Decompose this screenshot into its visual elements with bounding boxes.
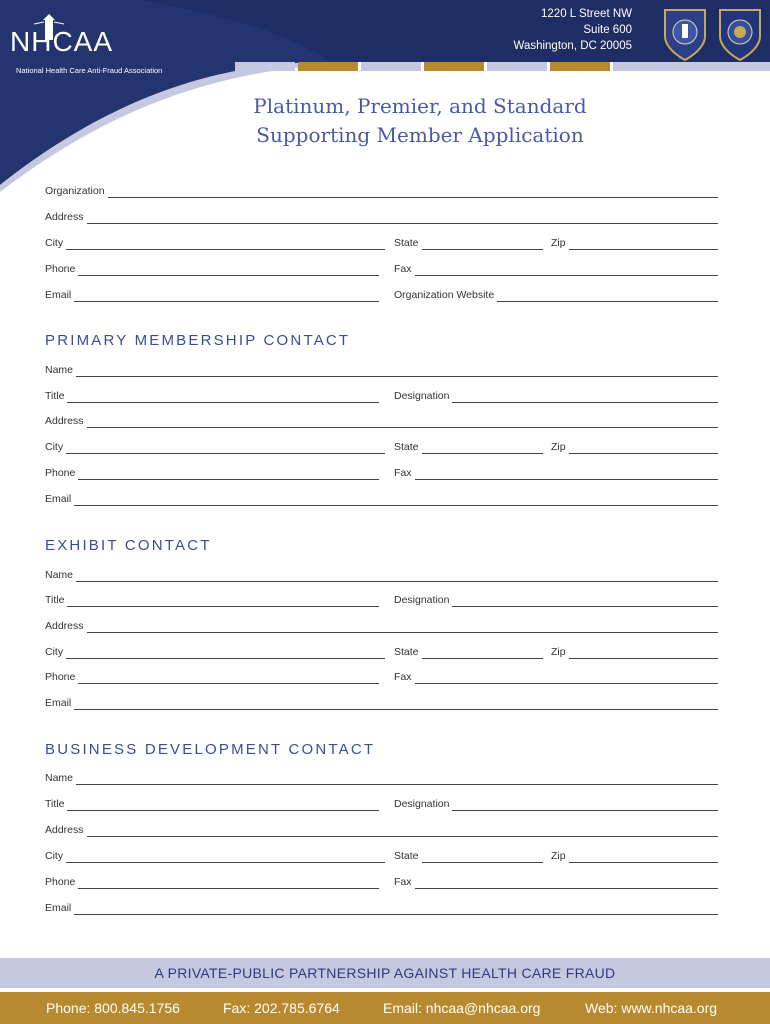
org-zip-label: Zip: [551, 237, 566, 249]
org-row-city: [45, 234, 718, 250]
exhibit-zip-label: Zip: [551, 646, 566, 658]
business-row-address: [45, 821, 718, 837]
primary-phone-label: Phone: [45, 467, 76, 479]
business-state-field[interactable]: [394, 847, 543, 863]
business-row-email: [45, 899, 718, 915]
primary-name-label: Name: [45, 364, 74, 376]
footer-email-value[interactable]: nhcaa@nhcaa.org: [425, 1000, 541, 1016]
primary-fax-label: Fax: [394, 467, 412, 479]
exhibit-row-address: [45, 617, 718, 633]
primary-title-field[interactable]: [45, 387, 379, 403]
primary-zip-label: Zip: [551, 441, 566, 453]
org-fax-label: Fax: [394, 263, 412, 275]
footer-phone-label: Phone:: [46, 1000, 91, 1016]
business-row-title: [45, 795, 718, 811]
org-city-field[interactable]: [45, 234, 385, 250]
org-state-label: State: [394, 237, 419, 249]
footer-web-label: Web:: [585, 1000, 618, 1016]
business-contact-heading: BUSINESS DEVELOPMENT CONTACT: [45, 741, 376, 758]
title-line-1: Platinum, Premier, and Standard: [253, 94, 587, 118]
exhibit-city-label: City: [45, 646, 64, 658]
org-phone-label: Phone: [45, 263, 76, 275]
primary-address-field[interactable]: [45, 412, 718, 428]
exhibit-row-title: [45, 591, 718, 607]
org-city-label: City: [45, 237, 64, 249]
primary-state-label: State: [394, 441, 419, 453]
exhibit-name-label: Name: [45, 569, 74, 581]
primary-email-field[interactable]: [45, 490, 718, 506]
business-row-city: [45, 847, 718, 863]
primary-row-title: [45, 387, 718, 403]
org-zip-field[interactable]: [551, 234, 718, 250]
title-line-2: Supporting Member Application: [256, 123, 584, 147]
primary-name-field[interactable]: [45, 361, 718, 377]
exhibit-designation-label: Designation: [394, 594, 450, 606]
business-row-name: [45, 769, 718, 785]
primary-title-label: Title: [45, 390, 65, 402]
header-address: [514, 6, 632, 54]
org-row-email: [45, 286, 718, 302]
form-title: [0, 92, 770, 150]
org-row-phone: [45, 260, 718, 276]
footer-email[interactable]: [383, 1000, 540, 1016]
exhibit-contact-heading: EXHIBIT CONTACT: [45, 537, 212, 554]
business-row-phone: [45, 873, 718, 889]
business-city-label: City: [45, 850, 64, 862]
tagline-bar: [0, 958, 770, 988]
business-name-field[interactable]: [45, 769, 718, 785]
address-line-3: Washington, DC 20005: [513, 40, 632, 52]
footer-fax-label: Fax:: [223, 1000, 251, 1016]
footer-fax-value: 202.785.6764: [254, 1000, 340, 1016]
footer-fax: [223, 1000, 340, 1016]
exhibit-title-label: Title: [45, 594, 65, 606]
exhibit-row-name: [45, 566, 718, 582]
primary-designation-label: Designation: [394, 390, 450, 402]
footer-email-label: Email:: [383, 1000, 422, 1016]
primary-email-label: Email: [45, 493, 72, 505]
header-stripes: [235, 62, 770, 71]
business-state-label: State: [394, 850, 419, 862]
business-phone-label: Phone: [45, 876, 76, 888]
business-phone-field[interactable]: [45, 873, 379, 889]
primary-row-email: [45, 490, 718, 506]
exhibit-state-label: State: [394, 646, 419, 658]
business-city-field[interactable]: [45, 847, 385, 863]
logo-subtext: National Health Care Anti-Fraud Association: [16, 66, 163, 75]
org-phone-field[interactable]: [45, 260, 379, 276]
business-email-label: Email: [45, 902, 72, 914]
primary-address-label: Address: [45, 415, 84, 427]
tagline-text: A PRIVATE-PUBLIC PARTNERSHIP AGAINST HEALTH CARE FRAUD: [154, 965, 616, 981]
primary-state-field[interactable]: [394, 438, 543, 454]
contact-bar: [0, 992, 770, 1024]
business-fax-field[interactable]: [394, 873, 718, 889]
primary-row-address: [45, 412, 718, 428]
accredited-seal-icon: [716, 6, 764, 62]
org-email-label: Email: [45, 289, 72, 301]
business-title-field[interactable]: [45, 795, 379, 811]
org-website-field[interactable]: [394, 286, 718, 302]
primary-zip-field[interactable]: [551, 438, 718, 454]
primary-city-field[interactable]: [45, 438, 385, 454]
footer-web[interactable]: [585, 1000, 717, 1016]
exhibit-zip-field[interactable]: [551, 643, 718, 659]
institute-seal-icon: [661, 6, 709, 62]
primary-designation-field[interactable]: [394, 387, 718, 403]
exhibit-row-phone: [45, 668, 718, 684]
org-email-field[interactable]: [45, 286, 379, 302]
exhibit-name-field[interactable]: [45, 566, 718, 582]
org-fax-field[interactable]: [394, 260, 718, 276]
business-designation-label: Designation: [394, 798, 450, 810]
exhibit-email-label: Email: [45, 697, 72, 709]
exhibit-fax-label: Fax: [394, 671, 412, 683]
primary-contact-heading: PRIMARY MEMBERSHIP CONTACT: [45, 332, 351, 349]
exhibit-row-city: [45, 643, 718, 659]
business-address-field[interactable]: [45, 821, 718, 837]
primary-fax-field[interactable]: [394, 464, 718, 480]
exhibit-phone-field[interactable]: [45, 668, 379, 684]
org-row-organization: [45, 182, 718, 198]
business-zip-field[interactable]: [551, 847, 718, 863]
business-zip-label: Zip: [551, 850, 566, 862]
footer-web-value[interactable]: www.nhcaa.org: [621, 1000, 718, 1016]
org-row-address: [45, 208, 718, 224]
address-line-1: 1220 L Street NW: [541, 8, 632, 20]
primary-city-label: City: [45, 441, 64, 453]
exhibit-address-field[interactable]: [45, 617, 718, 633]
business-title-label: Title: [45, 798, 65, 810]
business-email-field[interactable]: [45, 899, 718, 915]
primary-phone-field[interactable]: [45, 464, 379, 480]
business-designation-field[interactable]: [394, 795, 718, 811]
exhibit-email-field[interactable]: [45, 694, 718, 710]
primary-row-city: [45, 438, 718, 454]
org-address-field[interactable]: [45, 208, 718, 224]
exhibit-state-field[interactable]: [394, 643, 543, 659]
exhibit-city-field[interactable]: [45, 643, 385, 659]
exhibit-designation-field[interactable]: [394, 591, 718, 607]
exhibit-address-label: Address: [45, 620, 84, 632]
business-name-label: Name: [45, 772, 74, 784]
organization-label: Organization: [45, 185, 105, 197]
org-website-label: Organization Website: [394, 289, 495, 301]
primary-row-name: [45, 361, 718, 377]
business-address-label: Address: [45, 824, 84, 836]
exhibit-row-email: [45, 694, 718, 710]
org-state-field[interactable]: [394, 234, 543, 250]
org-address-label: Address: [45, 211, 84, 223]
organization-field[interactable]: [45, 182, 718, 198]
address-line-2: Suite 600: [583, 24, 632, 36]
exhibit-title-field[interactable]: [45, 591, 379, 607]
exhibit-phone-label: Phone: [45, 671, 76, 683]
footer-phone: [46, 1000, 180, 1016]
logo-text: NHCAA: [10, 26, 114, 57]
footer-phone-value: 800.845.1756: [94, 1000, 180, 1016]
exhibit-fax-field[interactable]: [394, 668, 718, 684]
business-fax-label: Fax: [394, 876, 412, 888]
primary-row-phone: [45, 464, 718, 480]
